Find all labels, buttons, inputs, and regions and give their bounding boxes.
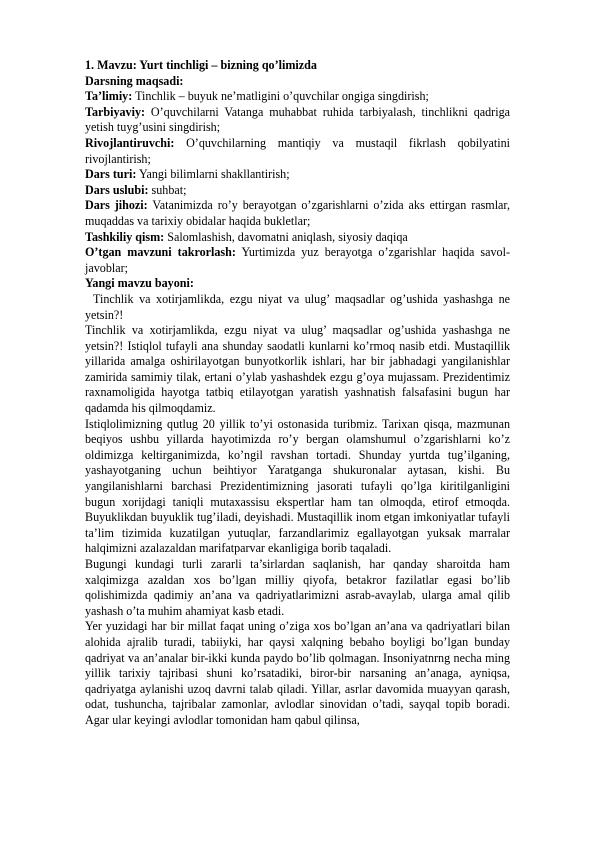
meta-review: O’tgan mavzuni takrorlash: Yurtimizda yuz berayotga o’zgarishlar haqida savol-javoblar;	[85, 245, 510, 275]
meta-developmental: Rivojlantiruvchi: O’quvchilarning mantiqiy va mustaqil fikrlash qobilyatini rivojlantirish;	[85, 135, 510, 166]
lesson-title: 1. Mavzu: Yurt tinchligi – bizning qo’limizda	[85, 58, 317, 72]
meta-upbringing: Tarbiyaviy: O’quvchilarni Vatanga muhabbat ruhida tarbiyalash, tinchlikni qadriga yetish tuyg’usini singdirish;	[85, 104, 510, 135]
meta-goal: Darsning maqsadi:	[85, 73, 184, 88]
meta-organization: Tashkiliy qism: Salomlashish, davomatni aniqlash, siyosiy daqiqa	[85, 229, 408, 244]
meta-educational: Ta’limiy: Tinchlik – buyuk ne’matligini o’quvchilar ongiga singdirish;	[85, 89, 429, 104]
meta-equipment: Dars jihozi: Vatanimizda ro’y berayotgan o’zgarishlarni o’zida aks ettirgan rasmlar, muqaddas va tarixiy obidalar haqida bukletlar;	[85, 198, 510, 228]
body-paragraph-1: Tinchlik va xotirjamlikda, ezgu niyat va ulug’ maqsadlar og’ushida yashashga ne yetsin?!	[85, 291, 510, 322]
meta-lesson-method: Dars uslubi: suhbat;	[85, 182, 187, 197]
body-paragraph-2: Tinchlik va xotirjamlikda, ezgu niyat va ulug’ maqsadlar og’ushida yashashga ne yetsin?! Istiqlol tufayli ana shunday saodatli kunlarni ko’rmoq nasib etdi. Mustaqillik yillarida amalga oshirilayotgan bunyotkorlik ishlari, har bir jabhadagi yangilanishlar zamirida samimiy tilak, ertani o’ylab yashashdek ezgu g’oya mujassam. Prezidentimiz raxnamoligida hayotga tatbiq etilayotgan yaratish yashnatish falsafasini bugun har qadamda his qilmoqdamiz.	[85, 323, 510, 416]
document-page	[85, 58, 510, 729]
body-paragraph-5: Yer yuzidagi har bir millat faqat uning o’ziga xos bo’lgan an’ana va qadriyatlari bilan alohida ajralib turadi, tabiiyki, har qaysi xalqning bebaho boyligi bo’lgan bunday qadriyat va an’analar bir-ikki kunda paydo bo’lib qolmagan. Insoniyatnrng necha ming yillik tarixiy tajribasi shuni ko’rsatadiki, biror-bir narsaning an’anaga, ayniqsa, qadriyatga aylanishi uzoq davrni talab qiladi. Yillar, asrlar davomida muayyan qarash, odat, tushuncha, tajribalar zamonlar, avlodlar sinovidan o’tadi, sayqal topib boradi. Agar ular keyingi avlodlar tomonidan ham qabul qilinsa,	[85, 619, 510, 727]
meta-lesson-type: Dars turi: Yangi bilimlarni shakllantirish;	[85, 167, 290, 182]
body-paragraph-3: Istiqlolimizning qutlug 20 yillik to’yi ostonasida turibmiz. Tarixan qisqa, mazmunan beqiyos ushbu yillarda hayotimizda ro’y bergan olamshumul o’zgarishlarni ko’z oldimizga keltirganimizda, ko’ngil ravshan tortadi. Shunday yurtda tug’ilganing, yashayotganing uchun beihtiyor Yaratganga shukuronalar aytasan, kishi. Bu yangilanishlarni barchasi Prezidentimizning jasorati tufayli qo’lga kiritilganligini bugun xorijdagi taniqli mutaxassisu ekspertlar ham tan olmoqda, etirof etmoqda. Buyuklikdan buyuklik tug’iladi, deyishadi. Mustaqillik inom etgan imkoniyatlar tufayli ta’lim tizimida kuzatilgan yutuqlar, farzandlarimiz egallayotgan yuksak marralar halqimizni azalazaldan marifatparvar ekanligiga borib taqaladi.	[85, 416, 510, 556]
meta-new-topic: Yangi mavzu bayoni:	[85, 276, 194, 291]
body-paragraph-4: Bugungi kundagi turli zararli ta’sirlardan saqlanish, har qanday sharoitda ham xalqimizga azaldan xos bo’lgan milliy qiyofa, betakror fazilatlar egasi bo’lib qolishimizda qadimiy an’ana va qadriyatlarimizni asrab-avaylab, ularga amal qilib yashash o’ta muhim ahamiyat kasb etadi.	[85, 557, 510, 618]
